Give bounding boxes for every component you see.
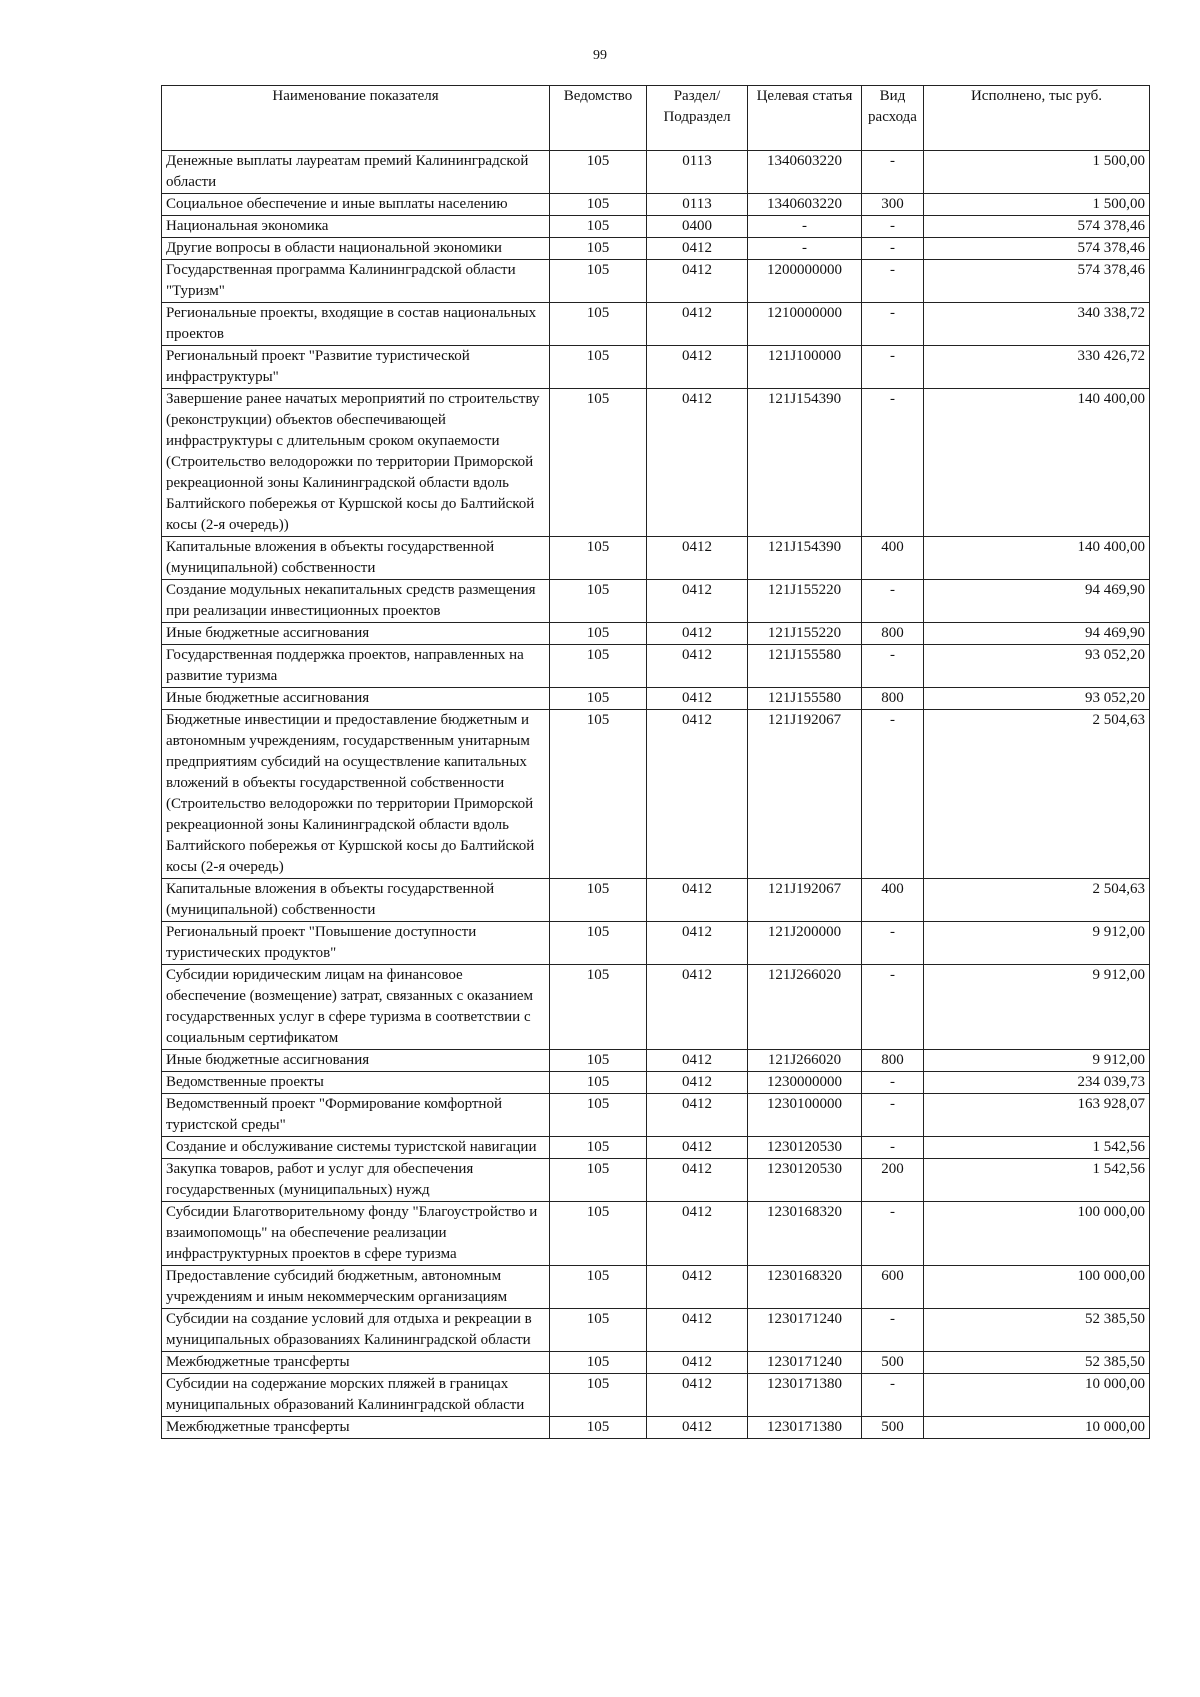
row-section-cell: 0113 [647,151,748,194]
row-dept-cell: 105 [550,1266,647,1309]
row-section-cell: 0412 [647,580,748,623]
row-amount-cell: 330 426,72 [924,346,1150,389]
table-row [162,580,1150,623]
budget-table [161,85,1150,1439]
row-name-cell: Создание и обслуживание системы туристской навигации [162,1137,550,1159]
row-section-cell: 0412 [647,879,748,922]
table-body [162,151,1150,1439]
header-dept: Ведомство [550,86,647,151]
row-name-cell: Иные бюджетные ассигнования [162,1050,550,1072]
row-section-cell: 0412 [647,1309,748,1352]
table-row [162,623,1150,645]
row-section-cell: 0412 [647,1352,748,1374]
row-target-cell: 1230120530 [748,1159,862,1202]
row-section-cell: 0412 [647,1266,748,1309]
row-dept-cell: 105 [550,710,647,879]
row-amount-cell: 94 469,90 [924,580,1150,623]
row-amount-cell: 10 000,00 [924,1417,1150,1439]
row-target-cell: 121J154390 [748,537,862,580]
row-target-cell: 1230168320 [748,1202,862,1266]
row-name-cell: Иные бюджетные ассигнования [162,688,550,710]
row-expense-cell: 400 [862,537,924,580]
row-expense-cell: 800 [862,1050,924,1072]
row-expense-cell: 500 [862,1352,924,1374]
row-amount-cell: 2 504,63 [924,710,1150,879]
table-row [162,645,1150,688]
table-header-row [162,86,1150,151]
row-target-cell: 121J154390 [748,389,862,537]
row-name-cell: Межбюджетные трансферты [162,1352,550,1374]
row-dept-cell: 105 [550,965,647,1050]
row-amount-cell: 574 378,46 [924,216,1150,238]
row-amount-cell: 9 912,00 [924,965,1150,1050]
row-expense-cell: 200 [862,1159,924,1202]
row-name-cell: Государственная программа Калининградской области "Туризм" [162,260,550,303]
row-section-cell: 0412 [647,1417,748,1439]
row-name-cell: Денежные выплаты лауреатам премий Калининградской области [162,151,550,194]
row-target-cell: - [748,238,862,260]
row-expense-cell: - [862,1072,924,1094]
row-dept-cell: 105 [550,1352,647,1374]
row-name-cell: Региональный проект "Повышение доступности туристических продуктов" [162,922,550,965]
row-amount-cell: 100 000,00 [924,1202,1150,1266]
row-expense-cell: - [862,238,924,260]
header-section: Раздел/ Подраздел [647,86,748,151]
row-amount-cell: 1 542,56 [924,1159,1150,1202]
row-amount-cell: 93 052,20 [924,645,1150,688]
row-amount-cell: 1 500,00 [924,194,1150,216]
row-dept-cell: 105 [550,151,647,194]
table-row [162,1159,1150,1202]
row-expense-cell: - [862,1137,924,1159]
row-amount-cell: 140 400,00 [924,537,1150,580]
row-target-cell: 1210000000 [748,303,862,346]
row-section-cell: 0412 [647,389,748,537]
row-target-cell: 1230120530 [748,1137,862,1159]
row-target-cell: 1340603220 [748,194,862,216]
table-row [162,1202,1150,1266]
header-name: Наименование показателя [162,86,550,151]
row-amount-cell: 10 000,00 [924,1374,1150,1417]
row-section-cell: 0412 [647,260,748,303]
row-amount-cell: 234 039,73 [924,1072,1150,1094]
row-name-cell: Социальное обеспечение и иные выплаты населению [162,194,550,216]
table-row [162,710,1150,879]
row-section-cell: 0412 [647,1374,748,1417]
row-name-cell: Субсидии на создание условий для отдыха и рекреации в муниципальных образованиях Калининградской области [162,1309,550,1352]
table-row [162,1266,1150,1309]
row-amount-cell: 52 385,50 [924,1309,1150,1352]
row-amount-cell: 2 504,63 [924,879,1150,922]
row-dept-cell: 105 [550,1094,647,1137]
row-target-cell: 1230171240 [748,1309,862,1352]
row-dept-cell: 105 [550,879,647,922]
row-target-cell: 1200000000 [748,260,862,303]
row-dept-cell: 105 [550,216,647,238]
row-name-cell: Бюджетные инвестиции и предоставление бюджетным и автономным учреждениям, государственным унитарным предприятиям субсидий на осуществление капитальных вложений в объекты государственной собственности (Строительство велодорожки по территории Приморской рекреационной зоны Калининградской области вдоль Балтийского побережья от Куршской косы до Балтийской косы (2-я очередь) [162,710,550,879]
row-dept-cell: 105 [550,1202,647,1266]
table-row [162,1417,1150,1439]
table-row [162,216,1150,238]
row-section-cell: 0400 [647,216,748,238]
row-name-cell: Иные бюджетные ассигнования [162,623,550,645]
table-row [162,1137,1150,1159]
row-dept-cell: 105 [550,389,647,537]
row-amount-cell: 1 542,56 [924,1137,1150,1159]
row-target-cell: 1230168320 [748,1266,862,1309]
row-section-cell: 0412 [647,623,748,645]
row-target-cell: 121J155220 [748,580,862,623]
row-name-cell: Региональные проекты, входящие в состав национальных проектов [162,303,550,346]
row-dept-cell: 105 [550,580,647,623]
row-dept-cell: 105 [550,1159,647,1202]
table-row [162,965,1150,1050]
row-expense-cell: 800 [862,623,924,645]
row-name-cell: Другие вопросы в области национальной экономики [162,238,550,260]
row-amount-cell: 574 378,46 [924,238,1150,260]
row-dept-cell: 105 [550,688,647,710]
row-expense-cell: - [862,216,924,238]
table-row [162,303,1150,346]
row-section-cell: 0412 [647,710,748,879]
row-target-cell: 1230171240 [748,1352,862,1374]
header-expense: Вид расхода [862,86,924,151]
page-number: 99 [593,48,607,63]
row-target-cell: 121J266020 [748,965,862,1050]
row-dept-cell: 105 [550,922,647,965]
table-row [162,260,1150,303]
row-expense-cell: - [862,346,924,389]
table-row [162,346,1150,389]
row-section-cell: 0412 [647,1050,748,1072]
table-row [162,922,1150,965]
row-section-cell: 0412 [647,922,748,965]
row-dept-cell: 105 [550,1309,647,1352]
row-section-cell: 0412 [647,645,748,688]
row-target-cell: 1230000000 [748,1072,862,1094]
row-name-cell: Ведомственный проект "Формирование комфортной туристской среды" [162,1094,550,1137]
row-amount-cell: 100 000,00 [924,1266,1150,1309]
row-expense-cell: 500 [862,1417,924,1439]
row-target-cell: 121J155220 [748,623,862,645]
row-amount-cell: 9 912,00 [924,922,1150,965]
row-amount-cell: 1 500,00 [924,151,1150,194]
row-amount-cell: 140 400,00 [924,389,1150,537]
row-name-cell: Закупка товаров, работ и услуг для обеспечения государственных (муниципальных) нужд [162,1159,550,1202]
row-name-cell: Завершение ранее начатых мероприятий по строительству (реконструкции) объектов обеспечивающей инфраструктуры с длительным сроком окупаемости (Строительство велодорожки по территории Приморской рекреационной зоны Калининградской области вдоль Балтийского побережья от Куршской косы до Балтийской косы (2-я очередь)) [162,389,550,537]
table-row [162,1309,1150,1352]
row-dept-cell: 105 [550,537,647,580]
table-row [162,1050,1150,1072]
row-section-cell: 0412 [647,1159,748,1202]
row-expense-cell: - [862,1094,924,1137]
row-dept-cell: 105 [550,645,647,688]
row-target-cell: 121J192067 [748,710,862,879]
row-section-cell: 0412 [647,1202,748,1266]
row-name-cell: Капитальные вложения в объекты государственной (муниципальной) собственности [162,537,550,580]
row-section-cell: 0412 [647,965,748,1050]
row-target-cell: 121J155580 [748,645,862,688]
row-expense-cell: - [862,1309,924,1352]
row-name-cell: Национальная экономика [162,216,550,238]
row-expense-cell: - [862,1374,924,1417]
row-dept-cell: 105 [550,303,647,346]
row-expense-cell: - [862,389,924,537]
row-section-cell: 0412 [647,1137,748,1159]
row-name-cell: Субсидии на содержание морских пляжей в границах муниципальных образований Калининградской области [162,1374,550,1417]
row-section-cell: 0412 [647,1094,748,1137]
table-row [162,194,1150,216]
row-amount-cell: 94 469,90 [924,623,1150,645]
table-row [162,151,1150,194]
header-executed: Исполнено, тыс руб. [924,86,1150,151]
row-section-cell: 0412 [647,688,748,710]
row-target-cell: 1340603220 [748,151,862,194]
table-row [162,1072,1150,1094]
row-expense-cell: - [862,1202,924,1266]
row-name-cell: Межбюджетные трансферты [162,1417,550,1439]
row-dept-cell: 105 [550,623,647,645]
row-target-cell: 121J266020 [748,1050,862,1072]
row-target-cell: - [748,216,862,238]
table-row [162,238,1150,260]
row-amount-cell: 9 912,00 [924,1050,1150,1072]
row-section-cell: 0412 [647,1072,748,1094]
row-section-cell: 0412 [647,537,748,580]
row-dept-cell: 105 [550,1417,647,1439]
row-name-cell: Ведомственные проекты [162,1072,550,1094]
row-expense-cell: 300 [862,194,924,216]
row-amount-cell: 93 052,20 [924,688,1150,710]
row-name-cell: Субсидии юридическим лицам на финансовое обеспечение (возмещение) затрат, связанных с оказанием государственных услуг в сфере туризма в соответствии с социальным сертификатом [162,965,550,1050]
table-row [162,1094,1150,1137]
row-expense-cell: - [862,965,924,1050]
row-dept-cell: 105 [550,260,647,303]
row-expense-cell: - [862,645,924,688]
row-expense-cell: - [862,922,924,965]
row-dept-cell: 105 [550,1050,647,1072]
row-expense-cell: - [862,151,924,194]
row-target-cell: 1230100000 [748,1094,862,1137]
row-dept-cell: 105 [550,1072,647,1094]
row-expense-cell: 600 [862,1266,924,1309]
row-amount-cell: 340 338,72 [924,303,1150,346]
row-amount-cell: 163 928,07 [924,1094,1150,1137]
table-row [162,389,1150,537]
row-dept-cell: 105 [550,346,647,389]
row-name-cell: Капитальные вложения в объекты государственной (муниципальной) собственности [162,879,550,922]
row-name-cell: Создание модульных некапитальных средств размещения при реализации инвестиционных проектов [162,580,550,623]
row-dept-cell: 105 [550,1374,647,1417]
row-section-cell: 0113 [647,194,748,216]
row-name-cell: Субсидии Благотворительному фонду "Благоустройство и взаимопомощь" на обеспечение реализации инфраструктурных проектов в сфере туризма [162,1202,550,1266]
row-dept-cell: 105 [550,194,647,216]
row-target-cell: 121J200000 [748,922,862,965]
row-expense-cell: - [862,260,924,303]
table-row [162,879,1150,922]
row-section-cell: 0412 [647,303,748,346]
table-row [162,688,1150,710]
row-target-cell: 1230171380 [748,1417,862,1439]
table-row [162,537,1150,580]
row-amount-cell: 52 385,50 [924,1352,1150,1374]
row-expense-cell: - [862,580,924,623]
row-target-cell: 121J100000 [748,346,862,389]
row-target-cell: 121J192067 [748,879,862,922]
row-name-cell: Предоставление субсидий бюджетным, автономным учреждениям и иным некоммерческим организациям [162,1266,550,1309]
row-dept-cell: 105 [550,238,647,260]
row-expense-cell: - [862,303,924,346]
row-expense-cell: 800 [862,688,924,710]
table-row [162,1352,1150,1374]
row-section-cell: 0412 [647,238,748,260]
row-dept-cell: 105 [550,1137,647,1159]
row-expense-cell: 400 [862,879,924,922]
header-target: Целевая статья [748,86,862,151]
row-section-cell: 0412 [647,346,748,389]
row-name-cell: Региональный проект "Развитие туристической инфраструктуры" [162,346,550,389]
row-expense-cell: - [862,710,924,879]
row-amount-cell: 574 378,46 [924,260,1150,303]
row-target-cell: 1230171380 [748,1374,862,1417]
row-target-cell: 121J155580 [748,688,862,710]
row-name-cell: Государственная поддержка проектов, направленных на развитие туризма [162,645,550,688]
table-row [162,1374,1150,1417]
